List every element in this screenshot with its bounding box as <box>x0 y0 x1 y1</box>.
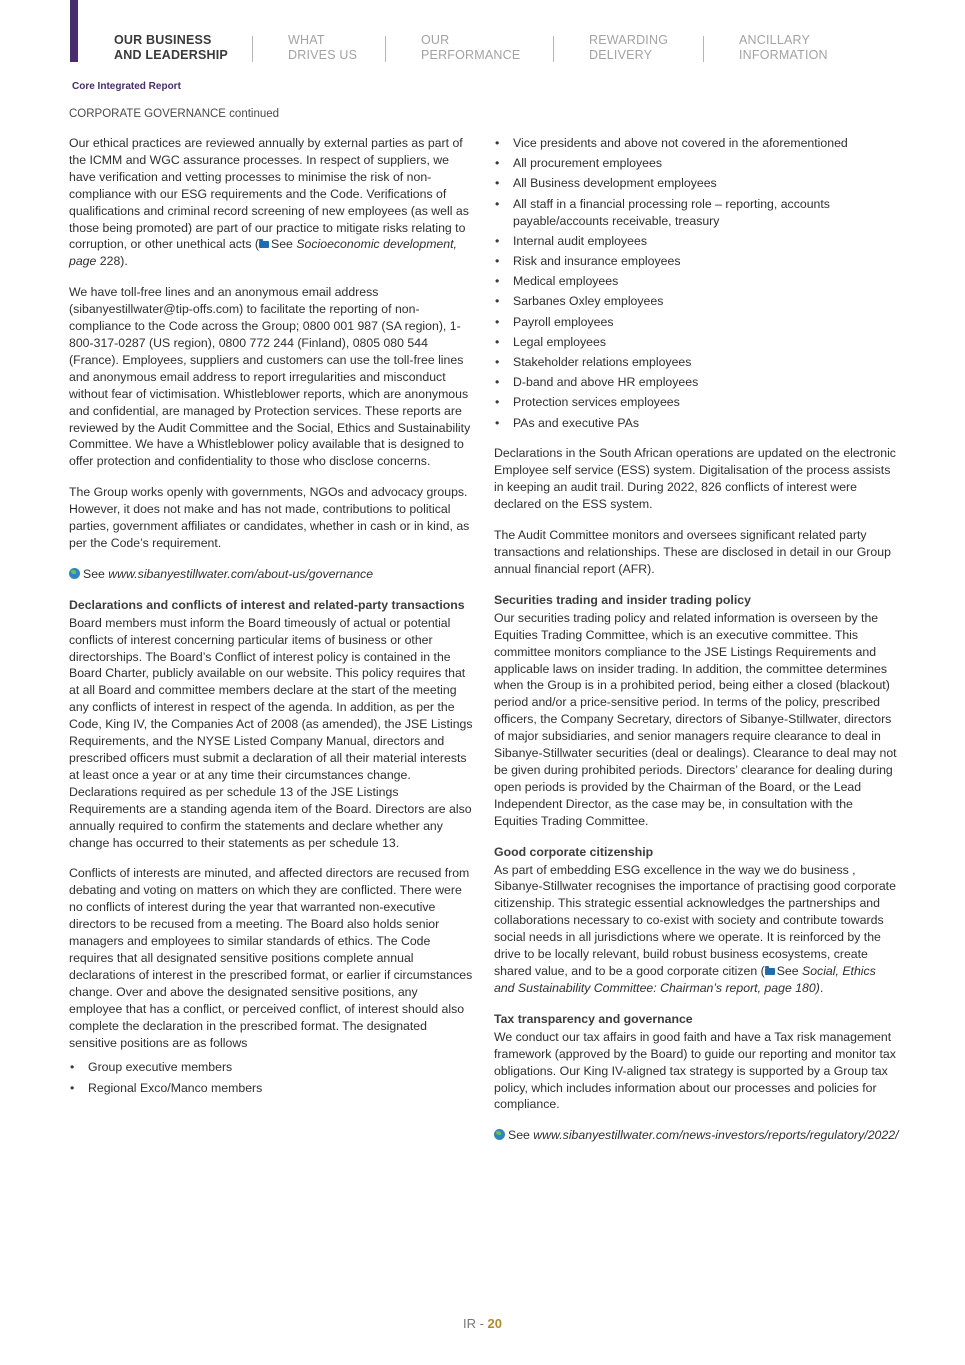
list-item: • D-band and above HR employees <box>494 374 899 391</box>
socioeconomic-link[interactable]: Socioeconomic development, page <box>69 237 457 269</box>
list-item: • Internal audit employees <box>494 233 899 250</box>
page-number: 20 <box>487 1316 503 1331</box>
list-item: • Risk and insurance employees <box>494 253 899 270</box>
paragraph-tax: We conduct our tax affairs in good faith and have a Tax risk management framework (approved by the Board) to guide our reporting and monitor tax obligations. Our King IV-aligned tax strategy is supported by a Group tax policy, which includes information about our processes and policies for compliance. <box>494 1029 896 1112</box>
nav-what-drives-us[interactable]: WHAT DRIVES US <box>288 33 358 62</box>
list-item: • Protection services employees <box>494 394 899 411</box>
sensitive-positions-list-right <box>494 135 899 431</box>
list-item: • Sarbanes Oxley employees <box>494 293 899 310</box>
right-column <box>494 135 899 1158</box>
heading-corporate-citizenship: Good corporate citizenship <box>494 844 654 859</box>
nav-separator <box>703 36 704 62</box>
folder-icon <box>765 968 775 975</box>
paragraph-ess-declarations: Declarations in the South African operations are updated on the electronic Employee self service (ESS) system. Digitalisation of the process assists in keeping an audit trail. During 2022, 826 conflicts of interest were declared on the ESS system. <box>494 446 896 512</box>
list-item: • Group executive members <box>69 1059 473 1076</box>
list-item: • Medical employees <box>494 273 899 290</box>
paragraph-toll-free: We have toll-free lines and an anonymous email address (sibanyestillwater@tip-offs.com) to facilitate the reporting of non-compliance to the Code across the Group; 0800 001 987 (SA region), 1-800-317-0287 (US region), 0800 772 244 (Finland), 0805 080 544 (France). Employees, suppliers and customers can use the toll-free lines and anonymous email address to report irregularities and misconduct without fear of victimisation. Whistleblower reports, which are anonymous and confidential, are managed by Protection services. These reports are reviewed by the Audit Committee and the Social, Ethics and Sustainability Committee. We have a Whistleblower policy available that is designed to offer protection and confidentiality to those who disclose concerns. <box>69 285 471 469</box>
governance-link[interactable]: www.sibanyestillwater.com/about-us/governance <box>108 566 374 581</box>
nav-separator <box>252 36 253 62</box>
heading-declarations: Declarations and conflicts of interest and related-party transactions <box>69 597 465 612</box>
regulatory-reports-link[interactable]: www.sibanyestillwater.com/news-investors/reports/regulatory/2022/ <box>533 1128 899 1143</box>
seс-committee-link[interactable]: Social, Ethics and Sustainability Committee: Chairman’s report, page 180) <box>494 964 876 995</box>
paragraph-conflicts: Conflicts of interests are minuted, and affected directors are recused from debating and voting on matters on which they are conflicted. There were no conflicts of interest during the year that warranted non-executive directors to be recused from a meeting. The Board also holds senior managers and employees to similar standards of ethics. The Code requires that all designated sensitive positions complete annual declarations of interest in the prescribed format, or earlier if circumstances change. Over and above the designated sensitive positions, any employee that has a conflict, or perceived conflict, of interest should also complete the declaration in the prescribed format. The designated sensitive positions are as follows <box>69 866 473 1050</box>
list-item: • All staff in a financial processing role – reporting, accounts payable/accounts receivable, treasury <box>494 196 899 230</box>
paragraph-ethical-practices: Our ethical practices are reviewed annually by external parties as part of the ICMM and WGC assurance processes. In respect of suppliers, we have verification and vetting processes to minimise the risk of non-compliance with our ESG requirements and the Code. Verifications of qualifications and criminal record screening of new employees (as well as those being promoted) are part of our practice to mitigate risks relating to corruption, or other unethical acts ( See Socioeconomic development, page 228). <box>69 136 469 269</box>
nav-ancillary-information[interactable]: ANCILLARY INFORMATION <box>739 33 828 62</box>
nav-our-performance[interactable]: OUR PERFORMANCE <box>421 33 521 62</box>
globe-icon <box>69 568 80 579</box>
list-item: • Regional Exco/Manco members <box>69 1080 473 1097</box>
governance-link-row: See www.sibanyestillwater.com/about-us/governance <box>69 566 473 583</box>
footer-prefix: IR - <box>462 1316 488 1331</box>
paragraph-political: The Group works openly with governments, NGOs and advocacy groups. However, it does not make and has not made, contributions to political parties, government affiliates or candidates, whether in cash or in kind, as per the Code’s requirement. <box>69 485 470 550</box>
left-column <box>69 135 473 1111</box>
nav-separator <box>553 36 554 62</box>
heading-tax-transparency: Tax transparency and governance <box>494 1011 693 1026</box>
nav-separator <box>385 36 386 62</box>
core-report-label: Core Integrated Report <box>72 81 181 92</box>
nav-rewarding-delivery[interactable]: REWARDING DELIVERY <box>589 33 669 62</box>
list-item: • PAs and executive PAs <box>494 415 899 432</box>
paragraph-securities-policy: Our securities trading policy and related information is overseen by the Equities Trading Committee, which is an executive committee. This committee monitors compliance to the JSE Listings Requirements and applicable laws on insider trading. In addition, the committee determines when the Group is in a prohibited period, being either a closed (blackout) period and/or a price-sensitive period. In terms of the policy, prescribed officers, the Company Secretary, directors of Sibanye-Stillwater, directors of major subsidiaries, and senior managers require clearance to deal in Sibanye-Stillwater securities (deal or dealings). Clearance to deal may not be given during prohibited periods. Directors’ clearance for dealing during open periods is provided by the Chairman of the Board, or the Lead Independent Director, as the case may be, in consultation with the Equities Trading Committee. <box>494 610 897 828</box>
globe-icon <box>494 1129 505 1140</box>
list-item: • All Business development employees <box>494 175 899 192</box>
paragraph-audit-committee: The Audit Committee monitors and oversees significant related party transactions and relationships. These are disclosed in detail in our Group annual financial report (AFR). <box>494 528 891 576</box>
section-title: CORPORATE GOVERNANCE continued <box>69 108 280 120</box>
list-item: • Vice presidents and above not covered in the aforementioned <box>494 135 899 152</box>
list-item: • All procurement employees <box>494 155 899 172</box>
paragraph-citizenship: As part of embedding ESG excellence in the way we do business , Sibanye-Stillwater recognises the importance of practising good corporate citizenship. This strategic essential acknowledges the partnerships and collaborations necessary to co-exist with society and contribute towards social needs in all jurisdictions where we operate. It is reinforced by the drive to be locally relevant, build robust business ecosystems, create shared value, and to be a good corporate citizen ( See Social, Ethics and Sustainability Committee: Chairman’s report, page 180). <box>494 862 896 995</box>
page-footer <box>0 1316 965 1331</box>
sensitive-positions-list-left <box>69 1059 473 1096</box>
top-navigation <box>0 33 965 69</box>
regulatory-link-row: See www.sibanyestillwater.com/news-investors/reports/regulatory/2022/ <box>494 1127 899 1144</box>
heading-securities-trading: Securities trading and insider trading policy <box>494 592 751 607</box>
list-item: • Stakeholder relations employees <box>494 354 899 371</box>
list-item: • Legal employees <box>494 334 899 351</box>
list-item: • Payroll employees <box>494 314 899 331</box>
paragraph-board-members: Board members must inform the Board timeously of actual or potential conflicts of interest concerning particular items of business or other directorships. The Board’s Conflict of interest policy is contained in the Board Charter, publicly available on our website. This policy requires that at all Board and committee members declare at the start of the meeting any conflicts of interest in respect of the agenda. In addition, as per the Code, King IV, the Companies Act of 2008 (as amended), the JSE Listings Requirements, and the NYSE Listed Company Manual, directors and prescribed officers must submit a declaration of all their material interests at least once a year or at any time their circumstances change. Declarations required as per schedule 13 of the JSE Listings Requirements are a standing agenda item of the Board. Directors are also annually required to confirm the statements and declare whether any change has occurred to their statements as per schedule 13. <box>69 615 473 850</box>
nav-our-business[interactable]: OUR BUSINESS AND LEADERSHIP <box>114 33 228 62</box>
folder-icon <box>259 241 269 248</box>
